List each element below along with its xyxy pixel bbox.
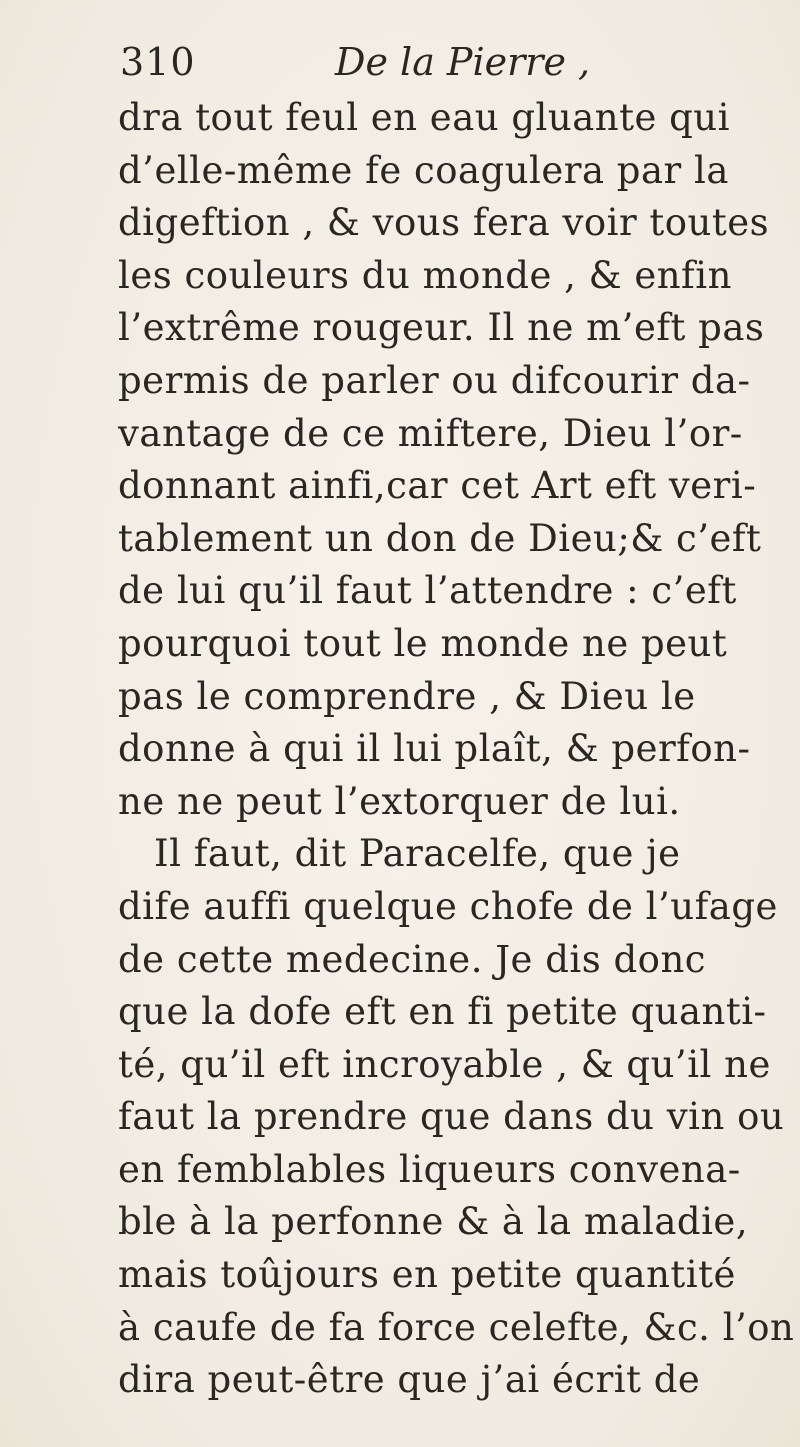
text-line: té, qu’il eft incroyable , & qu’il ne <box>118 1042 771 1086</box>
text-line: en femblables liqueurs convena- <box>118 1147 741 1191</box>
text-line: les couleurs du monde , & enfin <box>118 253 732 297</box>
text-line: faut la prendre que dans du vin ou <box>118 1095 785 1139</box>
text-line: donnant ainfi,car cet Art eft veri- <box>118 464 757 508</box>
text-line: vantage de ce miftere, Dieu l’or- <box>118 411 743 455</box>
text-line: donne à qui il lui plaît, & perfon- <box>118 727 751 771</box>
text-line: mais toûjours en petite quantité <box>118 1253 736 1297</box>
text-line: dira peut-être que j’ai écrit de <box>118 1358 701 1402</box>
text-line: l’extrême rougeur. Il ne m’eft pas <box>118 306 765 350</box>
paragraph-start-line: Il faut, dit Paracelfe, que je <box>154 832 681 876</box>
page-number: 310 <box>120 40 196 84</box>
text-line: tablement un don de Dieu;& c’eft <box>118 516 762 560</box>
running-title: De la Pierre , <box>335 40 591 84</box>
text-line: dife auffi quelque chofe de l’ufage <box>118 884 778 928</box>
body-text <box>118 92 795 1407</box>
text-line: digeftion , & vous fera voir toutes <box>118 201 770 245</box>
text-line: pourquoi tout le monde ne peut <box>118 621 728 665</box>
page-header <box>120 40 760 92</box>
text-line: ble à la perfonne & à la maladie, <box>118 1200 749 1244</box>
text-line: que la dofe eft en fi petite quanti- <box>118 990 767 1034</box>
text-line: à caufe de fa force celefte, &c. l’on <box>118 1305 795 1349</box>
text-line: pas le comprendre , & Dieu le <box>118 674 696 718</box>
text-line: permis de parler ou difcourir da- <box>118 358 751 402</box>
text-line: dra tout feul en eau gluante qui <box>118 96 730 139</box>
text-line: d’elle-même fe coagulera par la <box>118 148 729 192</box>
text-line: de cette medecine. Je dis donc <box>118 937 706 981</box>
text-line: de lui qu’il faut l’attendre : c’eft <box>118 569 737 613</box>
text-line: ne ne peut l’extorquer de lui. <box>118 779 681 823</box>
